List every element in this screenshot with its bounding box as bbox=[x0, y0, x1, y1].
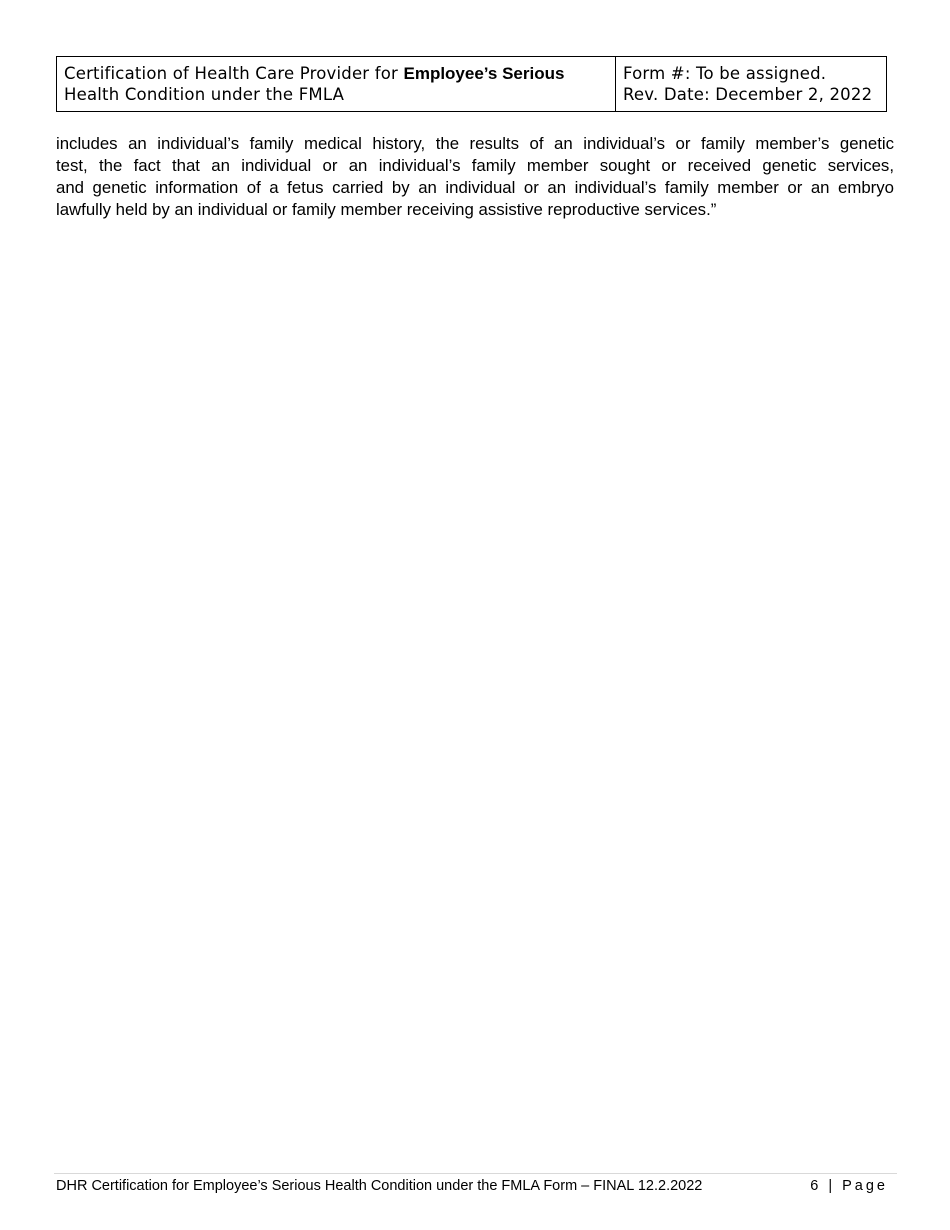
revision-date: Rev. Date: December 2, 2022 bbox=[623, 85, 873, 104]
form-title-bold: Employee’s Serious bbox=[403, 64, 565, 83]
form-title-cell bbox=[57, 57, 616, 111]
body-line: lawfully held by an individual or family member receiving assistive reproductive services.” bbox=[56, 200, 717, 219]
form-number: Form #: To be assigned. bbox=[623, 64, 827, 83]
form-title-line-1 bbox=[64, 63, 615, 84]
form-info-cell bbox=[616, 57, 886, 111]
page-footer bbox=[56, 1176, 892, 1198]
body-line: test, the fact that an individual or an individual’s family member sought or received genetic services, bbox=[56, 156, 894, 175]
form-title-regular: Certification of Health Care Provider for bbox=[64, 64, 404, 83]
page-number: 6 | Page bbox=[810, 1178, 888, 1194]
body-line: includes an individual’s family medical history, the results of an individual’s or family member’s genetic bbox=[56, 134, 894, 153]
footer-document-label: DHR Certification for Employee’s Serious Health Condition under the FMLA Form – FINAL 12.2.2022 bbox=[56, 1178, 703, 1194]
form-header-table bbox=[56, 56, 887, 112]
body-line: and genetic information of a fetus carried by an individual or an individual’s family member or an embryo bbox=[56, 178, 894, 197]
form-title-line-2: Health Condition under the FMLA bbox=[64, 85, 345, 104]
body-paragraph bbox=[56, 133, 894, 221]
footer-divider bbox=[54, 1173, 897, 1174]
